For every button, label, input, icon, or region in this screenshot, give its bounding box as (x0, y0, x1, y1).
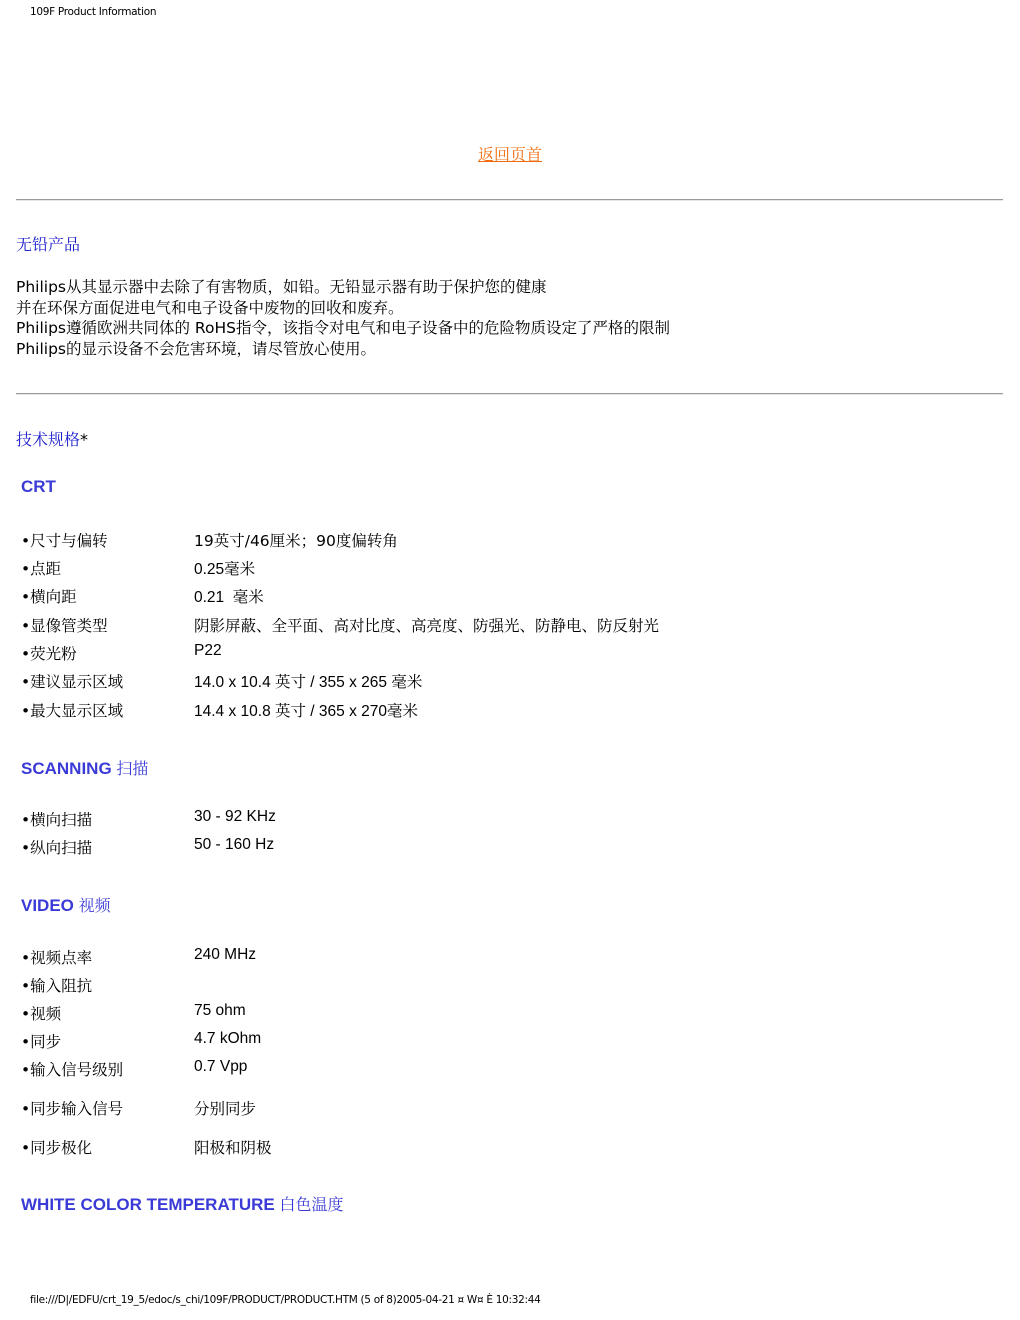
spec-row (21, 1030, 921, 1052)
spec-row (21, 614, 921, 636)
spec-value: P22 (194, 642, 222, 659)
spec-value: 0.25毫米 (194, 561, 256, 578)
lead-free-line: Philips遵循欧洲共同体的 RoHS指令，该指令对电气和电子设备中的危险物质设定了严格的限制 (16, 319, 670, 337)
spec-row (21, 836, 921, 858)
spec-label: •点距 (21, 560, 62, 578)
white-color-title: WHITE COLOR TEMPERATURE (21, 1195, 275, 1214)
back-to-top-link[interactable]: 返回页首 (477, 145, 542, 164)
lead-free-line: Philips从其显示器中去除了有害物质，如铅。无铅显示器有助于保护您的健康 (16, 278, 547, 296)
spec-value: 240 MHz (194, 946, 257, 963)
video-title-zh: 视频 (78, 896, 111, 915)
spec-row (21, 1058, 921, 1080)
divider (16, 199, 1003, 201)
spec-row (21, 1002, 921, 1024)
specs-heading (16, 427, 88, 450)
crt-section-title: CRT (21, 477, 56, 496)
spec-row (21, 974, 921, 996)
spec-value: 0.7 Vpp (194, 1058, 248, 1075)
spec-row (21, 1097, 921, 1119)
spec-row (21, 808, 921, 830)
spec-value: 19英寸/46厘米；90度偏转角 (194, 532, 398, 550)
spec-value: 30 - 92 KHz (194, 808, 276, 825)
video-title: VIDEO (21, 896, 74, 915)
spec-value: 分别同步 (194, 1100, 257, 1118)
spec-value: 14.4 x 10.8 英寸 / 365 x 270毫米 (194, 703, 419, 720)
spec-row (21, 557, 921, 579)
page-footer-path: file:///D|/EDFU/crt_19_5/edoc/s_chi/109F/PRODUCT/PRODUCT.HTM (5 of 8)2005-04-21 ¤ W¤ È 10:32:44 (30, 1294, 541, 1306)
lead-free-line: 并在环保方面促进电气和电子设备中废物的回收和废弃。 (16, 298, 404, 317)
white-color-section-title (21, 1192, 343, 1215)
divider (16, 393, 1003, 395)
spec-label: •输入阻抗 (21, 977, 93, 995)
scanning-title: SCANNING (21, 759, 112, 778)
spec-label: •尺寸与偏转 (21, 532, 108, 550)
scanning-title-zh: 扫描 (116, 759, 149, 778)
spec-label: •建议显示区域 (21, 673, 124, 691)
spec-row (21, 670, 921, 692)
spec-label: •视频点率 (21, 949, 93, 967)
spec-label: •输入信号级别 (21, 1061, 124, 1079)
spec-row (21, 585, 921, 607)
spec-row (21, 1136, 921, 1158)
scanning-section-title (21, 756, 148, 779)
back-to-top (0, 142, 1020, 165)
spec-label: •横向扫描 (21, 811, 93, 829)
spec-label: •同步 (21, 1033, 62, 1051)
spec-row (21, 529, 921, 551)
spec-label: •最大显示区域 (21, 702, 124, 720)
spec-value: 75 ohm (194, 1002, 246, 1019)
spec-value: 50 - 160 Hz (194, 836, 275, 853)
spec-label: •显像管类型 (21, 617, 108, 635)
spec-value: 14.0 x 10.4 英寸 / 355 x 265 毫米 (194, 674, 423, 691)
spec-label: •视频 (21, 1005, 62, 1023)
video-section-title (21, 893, 111, 916)
spec-label: •荧光粉 (21, 645, 77, 663)
spec-label: •同步极化 (21, 1139, 93, 1157)
lead-free-line: Philips的显示设备不会危害环境，请尽管放心使用。 (16, 339, 377, 358)
specs-heading-asterisk: * (80, 430, 89, 449)
lead-free-paragraph (16, 277, 670, 359)
spec-row (21, 946, 921, 968)
specs-heading-text: 技术规格 (16, 430, 81, 449)
spec-row (21, 642, 921, 664)
spec-row (21, 699, 921, 721)
lead-free-heading: 无铅产品 (16, 235, 81, 254)
spec-value: 阴影屏蔽、全平面、高对比度、高亮度、防强光、防静电、防反射光 (194, 617, 660, 635)
spec-value: 4.7 kOhm (194, 1030, 262, 1047)
white-color-title-zh: 白色温度 (279, 1195, 344, 1214)
spec-value: 阳极和阴极 (194, 1139, 272, 1157)
spec-label: •横向距 (21, 588, 77, 606)
spec-label: •纵向扫描 (21, 839, 93, 857)
spec-value: 0.21 毫米 (194, 589, 264, 606)
page-header-title: 109F Product Information (30, 6, 157, 18)
spec-label: •同步输入信号 (21, 1100, 124, 1118)
